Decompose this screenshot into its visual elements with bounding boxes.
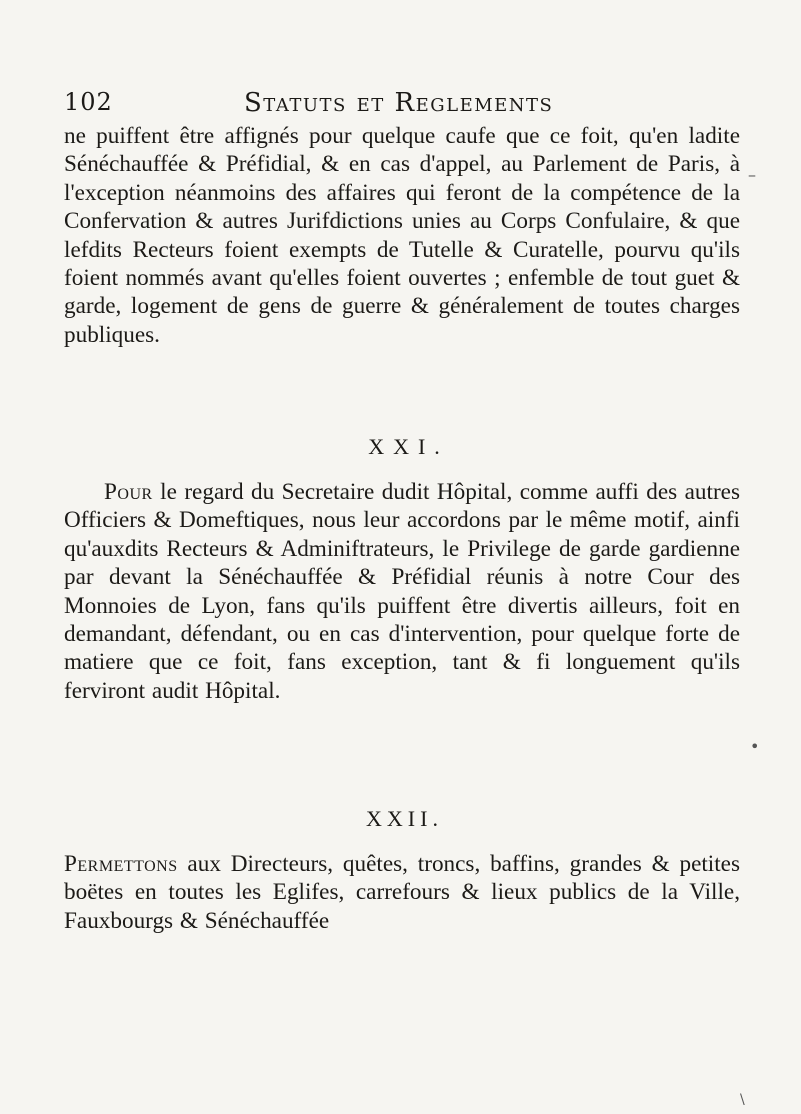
paragraph-lead-word: Pour	[104, 479, 153, 505]
section-number-xxi: XXI.	[368, 434, 449, 459]
article-xxi-paragraph	[64, 478, 740, 705]
running-title: Statuts et Reglements	[244, 88, 554, 118]
margin-mark: \	[740, 1092, 745, 1108]
paragraph-text	[64, 478, 740, 705]
margin-mark: –	[748, 165, 756, 184]
paragraph-lead-word: Permettons	[64, 851, 178, 877]
paragraph-text: ne puiffent être affignés pour quelque caufe que ce foit, qu'en ladite Sénéchauffée & Préfidial, & en cas d'appel, au Parlement de Paris, à l'exception néanmoins des affaires qui feront de la compétence de la Confervation & autres Jurifdictions unies au Corps Confulaire, & que lefdits Recteurs foient exempts de Tutelle & Curatelle, pourvu qu'ils foient nommés avant qu'elles foient ouvertes ; enfemble de tout guet & garde, logement de gens de guerre & généralement de toutes charges publiques.	[64, 123, 740, 348]
running-head	[64, 88, 724, 118]
page-number: 102	[64, 88, 113, 116]
paragraph-continued	[64, 122, 740, 349]
section-number-xxii: XXII.	[366, 806, 443, 831]
paragraph-body: le regard du Secretaire dudit Hôpital, comme auffi des autres Officiers & Domeftiques, nous leur accordons par le même motif, ainfi qu'auxdits Recteurs & Adminiftrateurs, le Privilege de garde gardienne par devant la Sénéchauffée & Préfidial réunis à notre Cour des Monnoies de Lyon, fans qu'ils puiffent être divertis ailleurs, foit en demandant, défendant, ou en cas d'intervention, pour quelque forte de matiere que ce foit, fans exception, tant & fi longuement qu'ils ferviront audit Hôpital.	[64, 479, 740, 704]
paragraph-text	[64, 850, 740, 935]
paragraph-body: aux Directeurs, quêtes, troncs, baffins, grandes & petites boëtes en toutes les Eglifes, carrefours & lieux publics de la Ville, Fauxbourgs & Sénéchauffée	[64, 851, 740, 934]
margin-mark: •	[750, 737, 760, 756]
article-xxii-paragraph	[64, 850, 740, 935]
